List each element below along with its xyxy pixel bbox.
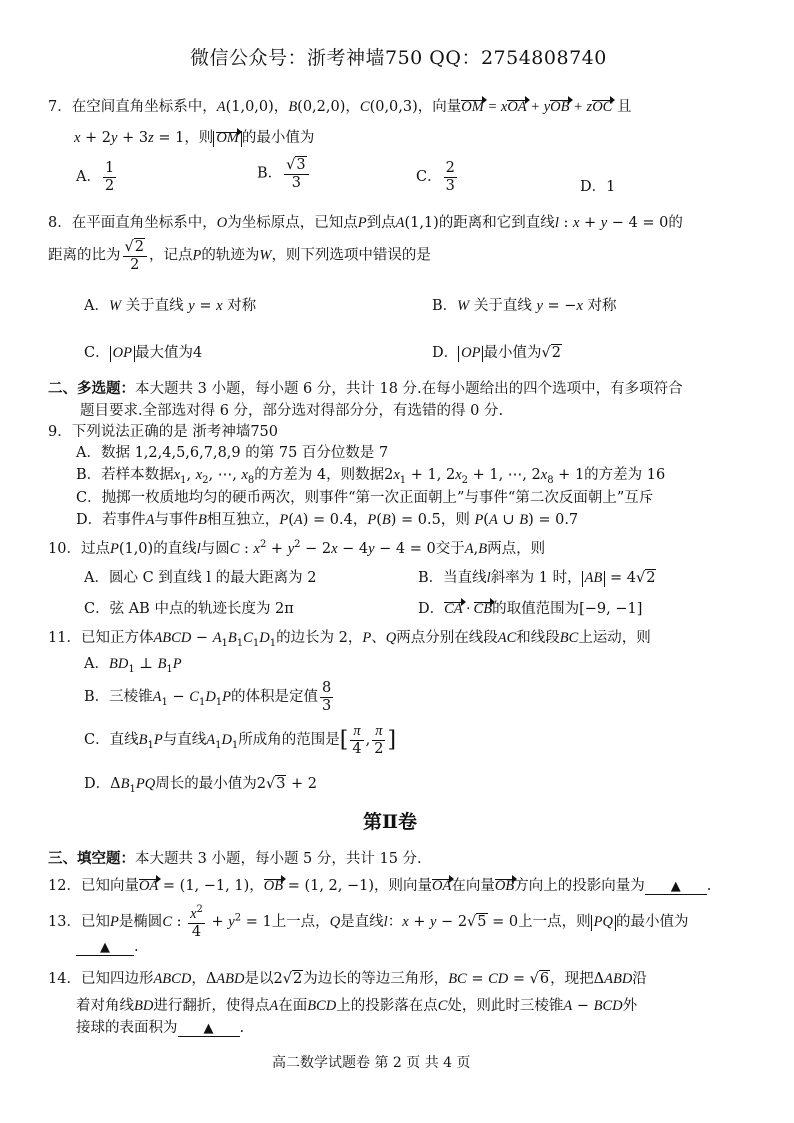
page-footer: 高二数学试题卷 第 2 页 共 4 页 xyxy=(272,1055,471,1071)
question-7-line2: x + 2y + 3z = 1，则 OM 的最小值为 xyxy=(74,130,315,146)
question-13-line2: ▲ . xyxy=(76,939,139,956)
part-2-title: 第Ⅱ卷 xyxy=(363,811,418,833)
question-7-line1: 7．在空间直角坐标系中，A(1,0,0)，B(0,2,0)，C(0,0,3)，向量OM = xOA + yOB + zOC 且 xyxy=(48,99,632,115)
question-7-option-d: D．1 xyxy=(580,179,616,195)
question-11-option-b: B．三棱锥$A_1 - C_1D_1P$的体积是定值 $\frac{8}{3}$ xyxy=(84,680,332,714)
question-14-line2: 着对角线BD进行翻折，使得点A在面BCD上的投影落在点C处，则此时三棱锥A − BCD外 xyxy=(76,998,638,1014)
question-8-option-b: B．W 关于直线 y = −x 对称 xyxy=(432,298,617,314)
question-9-option-d: D．若事件A与事件B相互独立，P(A) = 0.4，P(B) = 0.5，则 P(A ∪ B) = 0.7 xyxy=(76,512,579,528)
question-11-option-c: C．直线$B_1P$与直线$A_1D_1$所成角的范围是[ $\frac{\pi}{4}$ , $\frac{\pi}{2}$ ] xyxy=(84,723,397,757)
question-8-option-c: C． OP 最大值为4 xyxy=(84,345,203,361)
question-9-option-b: B．若样本数据$x_1$, $x_2$, ⋯, $x_8$的方差为 4，则数据$2x_1 + 1$, $2x_2 + 1$, ⋯, $2x_8 + 1$的方差为 16 xyxy=(76,467,666,486)
question-7-option-a: A． $\frac{1}{2}$ xyxy=(76,160,115,194)
question-14-line1: 14．已知四边形ABCD，ΔABD是以2√2为边长的等边三角形，BC = CD = √6，现把ΔABD沿 xyxy=(48,971,647,987)
question-12: 12．已知向量OA = (1, −1, 1)，OB = (1, 2, −1)，则向量OA在向量OB方向上的投影向量为 ▲ . xyxy=(48,878,712,894)
question-7-option-b: B． $\frac{√3}{3}$ xyxy=(257,156,311,191)
section-3-heading: 三、填空题：本大题共 3 小题，每小题 5 分，共计 15 分. xyxy=(48,850,422,867)
question-11-stem: 11．已知正方体ABCD − $A_1B_1C_1D_1$的边长为 2，P、Q两点分别在线段AC和线段BC上运动，则 xyxy=(48,630,651,649)
question-10-option-b: B．当直线l斜率为 1 时， AB = 4√2 xyxy=(418,570,656,586)
question-9-stem: 9．下列说法正确的是 浙考神墙750 xyxy=(48,424,279,440)
question-10-option-a: A．圆心 C 到直线 l 的最大距离为 2 xyxy=(84,570,317,586)
question-14-line3: 接球的表面积为 ▲ . xyxy=(76,1020,245,1036)
question-8-option-a: A．W 关于直线 y = x 对称 xyxy=(84,298,257,314)
question-10-option-d: D．CA · CB的取值范围为[−9, −1] xyxy=(418,601,643,617)
page-header: 微信公众号：浙考神墙750 QQ：2754808740 xyxy=(190,47,607,69)
question-9-option-c: C．抛掷一枚质地均匀的硬币两次，则事件“第一次正面朝上”与事件“第二次反面朝上”互斥 xyxy=(76,490,654,506)
section-2-heading-line2: 题目要求.全部选对得 6 分，部分选对得部分分，有选错的得 0 分. xyxy=(80,403,504,419)
question-13-line1: 13．已知P是椭圆C : $\frac{x^2}{4}$ + $y^2 = 1$上一点，Q是直线l：x + y − 2√5 = 0上一点，则 PQ 的最小值为 xyxy=(48,904,689,940)
question-11-option-d: D．$\Delta B_1PQ$周长的最小值为2√3 + 2 xyxy=(84,776,318,795)
question-7-option-c: C． $\frac{2}{3}$ xyxy=(416,160,455,194)
question-9-option-a: A．数据 1,2,4,5,6,7,8,9 的第 75 百分位数是 7 xyxy=(76,445,389,461)
question-10-stem: 10．过点P(1,0)的直线l与圆C : $x^2 + y^2 - 2x - 4y - 4 = 0$交于A,B两点，则 xyxy=(48,539,546,557)
question-11-option-a: A．$BD_1$ ⊥ $B_1P$ xyxy=(84,656,182,675)
question-10-option-c: C．弦 AB 中点的轨迹长度为 2π xyxy=(84,601,294,617)
question-8-line1: 8．在平面直角坐标系中，O为坐标原点，已知点P到点A(1,1)的距离和它到直线l : x + y − 4 = 0的 xyxy=(48,215,683,231)
question-8-line2: 距离的比为 $\frac{√2}{2}$ ，记点P的轨迹为W，则下列选项中错误的是 xyxy=(48,239,431,273)
section-2-heading: 二、多选题：本大题共 3 小题，每小题 6 分，共计 18 分.在每小题给出的四个选项中，有多项符合 xyxy=(48,380,683,397)
question-8-option-d: D． OP 最小值为√2 xyxy=(432,345,561,361)
